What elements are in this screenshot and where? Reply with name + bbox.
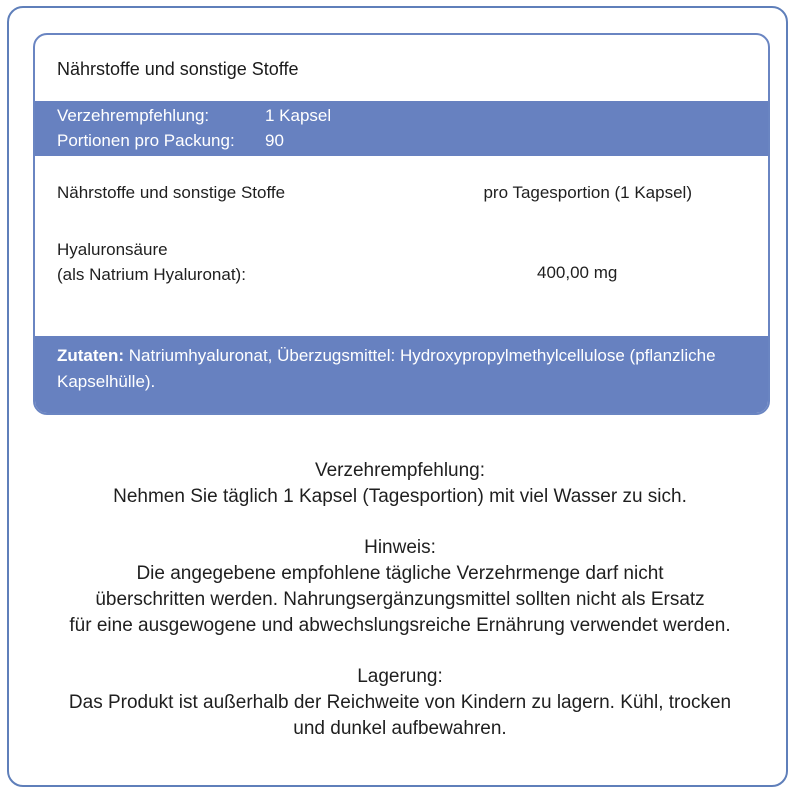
recommendation-heading: Verzehrempfehlung: — [314, 460, 486, 481]
card-title: Nährstoffe und sonstige Stoffe — [57, 59, 299, 79]
recommendation-text: Nehmen Sie täglich 1 Kapsel (Tagesportion) mit viel Wasser zu sich. — [113, 486, 687, 507]
notice-text-line3: für eine ausgewogene und abwechslungsreiche Ernährung verwendet werden. — [69, 615, 731, 636]
nutrient-name-line2: (als Natrium Hyaluronat): — [57, 265, 246, 284]
nutrition-card — [33, 33, 770, 415]
storage-text-line1: Das Produkt ist außerhalb der Reichweite von Kindern zu lagern. Kühl, trocken — [68, 692, 732, 713]
table-header-per-serving: pro Tagesportion (1 Kapsel) — [483, 183, 692, 202]
notice-heading: Hinweis: — [364, 537, 436, 558]
ingredients-label: Zutaten: — [57, 346, 125, 365]
nutrient-name — [57, 237, 246, 287]
ingredients-text: Natriumhyaluronat, Überzugsmittel: Hydroxypropylmethylcellulose (pflanzliche Kapselhülle). — [57, 346, 716, 391]
notice-text-line1: Die angegebene empfohlene tägliche Verzehrmenge darf nicht — [136, 563, 664, 584]
serving-label: Verzehrempfehlung: — [57, 106, 210, 125]
storage-text-line2: und dunkel aufbewahren. — [293, 718, 507, 739]
nutrient-name-line1: Hyaluronsäure — [57, 240, 168, 259]
serving-value: 1 Kapsel — [265, 106, 332, 125]
serving-band — [35, 101, 768, 156]
storage-heading: Lagerung: — [357, 666, 443, 687]
info-section — [0, 458, 800, 742]
portions-label: Portionen pro Packung: — [57, 131, 235, 150]
portions-value: 90 — [265, 131, 284, 150]
nutrient-value: 400,00 mg — [537, 263, 618, 282]
ingredients-band — [35, 336, 768, 415]
notice-text-line2: überschritten werden. Nahrungsergänzungsmittel sollten nicht als Ersatz — [95, 589, 705, 610]
table-header-nutrients: Nährstoffe und sonstige Stoffe — [57, 183, 286, 202]
